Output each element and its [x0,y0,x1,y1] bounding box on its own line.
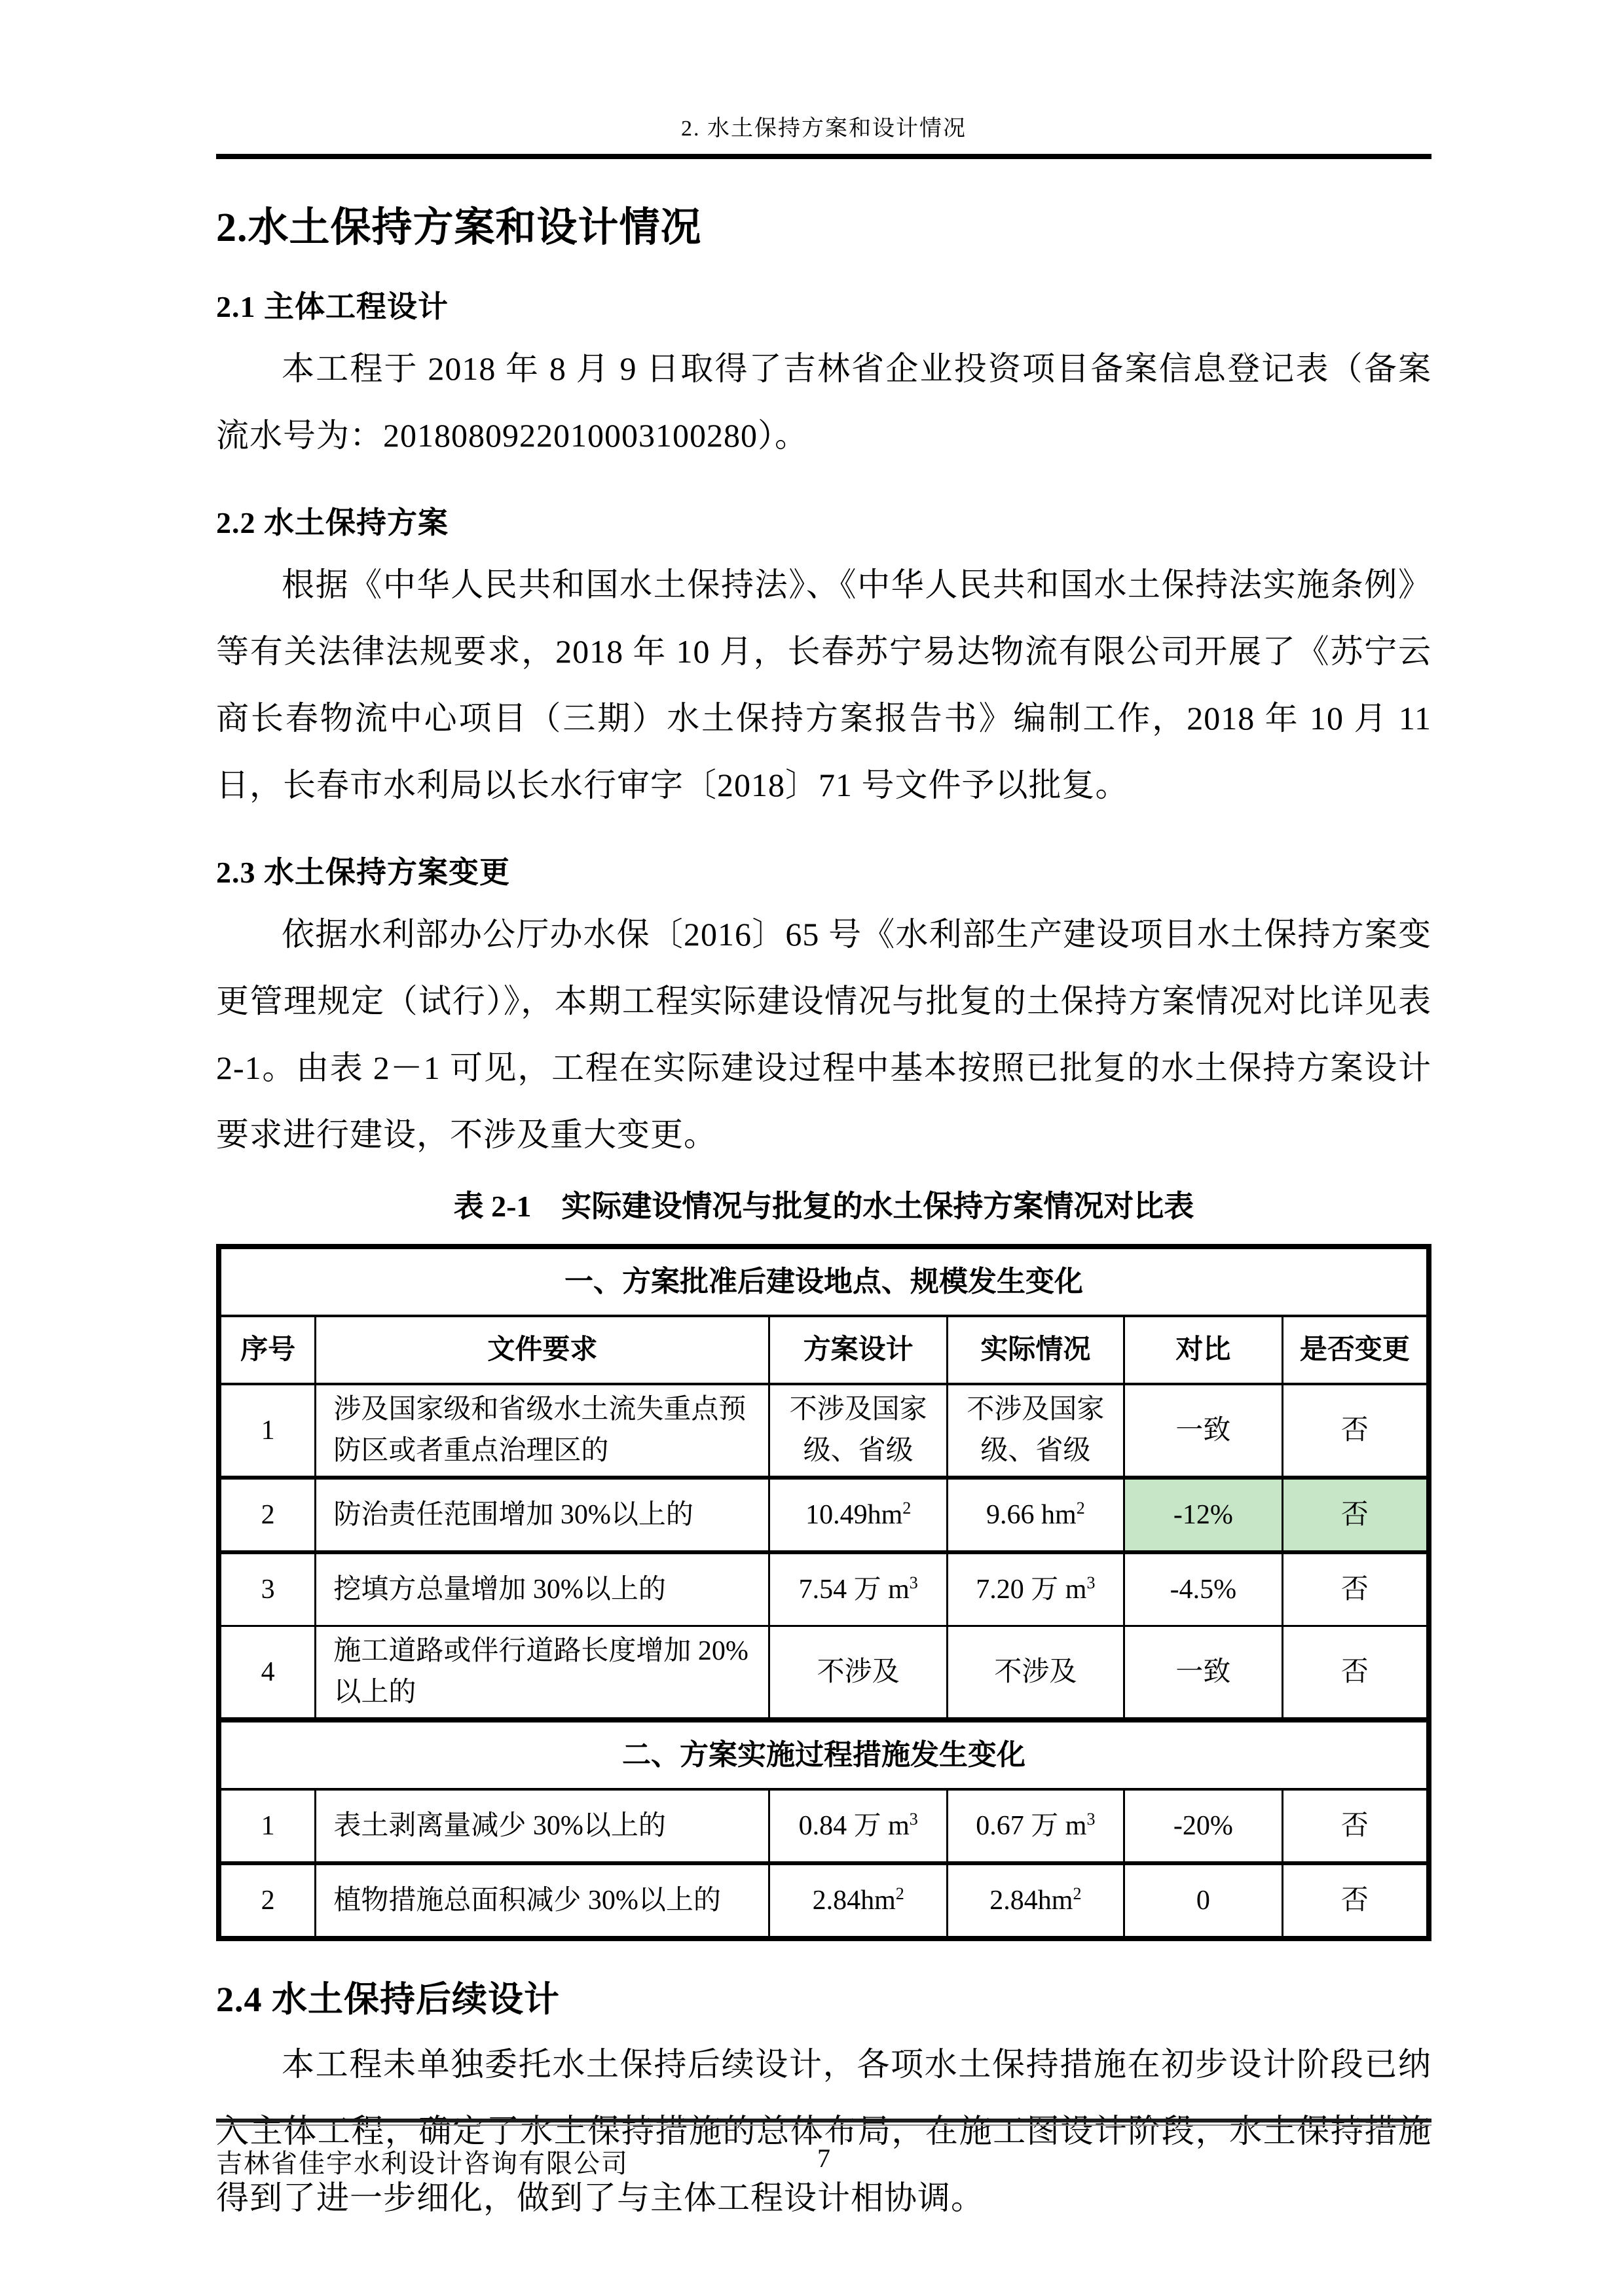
cell-no: 2 [219,1863,316,1939]
cell-compare: 一致 [1124,1384,1282,1478]
table-row [219,1478,1429,1552]
table-row [219,1626,1429,1721]
cell-no: 3 [219,1552,316,1626]
cell-no: 1 [219,1384,316,1478]
footer-rule [216,2119,1431,2126]
table-section-row-2 [219,1720,1429,1789]
cell-no: 2 [219,1478,316,1552]
cell-actual: 7.20 万 $m^3$ [947,1552,1124,1626]
cell-actual: 不涉及 [947,1626,1124,1721]
table-title: 表 2-1 实际建设情况与批复的水土保持方案情况对比表 [453,1190,1194,1223]
page-content [216,0,1431,2231]
doc-title: 2.水土保持方案和设计情况 [216,206,702,250]
footer-company: 吉林省佳宇水利设计咨询有限公司 [216,2149,629,2178]
cell-design: 不涉及国家级、省级 [769,1384,948,1478]
section-heading-2-1: 2.1 主体工程设计 [216,290,449,323]
cell-compare-highlighted: -12% [1124,1478,1282,1552]
cell-compare: -20% [1124,1789,1282,1863]
paragraph-2-3: 依据水利部办公厅办水保〔2016〕65 号《水利部生产建设项目水土保持方案变更管理规定（试行）》，本期工程实际建设情况与批复的土保持方案情况对比详见表 2-1。由表 2－1 可见，工程在实际建设过程中基本按照已批复的水土保持方案设计要求进行建设，不涉及重大变更。 [216,916,1431,1153]
footer-line [216,2143,1431,2180]
cell-changed: 否 [1282,1789,1429,1863]
table-header-row [219,1316,1429,1384]
paragraph-2-2: 根据《中华人民共和国水土保持法》、《中华人民共和国水土保持法实施条例》等有关法律法规要求，2018 年 10 月，长春苏宁易达物流有限公司开展了《苏宁云商长春物流中心项目（三期）水土保持方案报告书》编制工作，2018 年 10 月 11 日，长春市水利局以长水行审字〔2018〕71 号文件予以批复。 [216,566,1431,803]
cell-no: 4 [219,1626,316,1721]
page-header [216,110,1431,142]
cell-changed: 否 [1282,1863,1429,1939]
cell-actual: 9.66 $hm^2$ [947,1478,1124,1552]
cell-requirement: 挖填方总量增加 30%以上的 [316,1552,769,1626]
section-heading-2-3: 2.3 水土保持方案变更 [216,856,510,889]
col-header-requirement: 文件要求 [316,1316,769,1384]
cell-design: $2.84hm^2$ [769,1863,948,1939]
cell-compare: 一致 [1124,1626,1282,1721]
page-footer [216,2119,1431,2180]
cell-changed: 否 [1282,1384,1429,1478]
cell-no: 1 [219,1789,316,1863]
table-row [219,1552,1429,1626]
header-title: 2. 水土保持方案和设计情况 [681,117,967,141]
cell-design: 7.54 万 $m^3$ [769,1552,948,1626]
cell-actual: 不涉及国家级、省级 [947,1384,1124,1478]
cell-requirement: 涉及国家级和省级水土流失重点预防区或者重点治理区的 [316,1384,769,1478]
cell-requirement: 植物措施总面积减少 30%以上的 [316,1863,769,1939]
col-header-actual: 实际情况 [947,1316,1124,1384]
col-header-no: 序号 [219,1316,316,1384]
cell-design: 0.84 万 $m^3$ [769,1789,948,1863]
cell-actual: $2.84hm^2$ [947,1863,1124,1939]
cell-requirement: 施工道路或伴行道路长度增加 20%以上的 [316,1626,769,1721]
cell-design: 不涉及 [769,1626,948,1721]
cell-compare: 0 [1124,1863,1282,1939]
section-heading-2-2: 2.2 水土保持方案 [216,506,449,539]
cell-changed: 否 [1282,1552,1429,1626]
comparison-table [216,1244,1431,1941]
section-heading-2-4: 2.4 水土保持后续设计 [216,1980,560,2019]
table-row [219,1863,1429,1939]
table-section-row-1 [219,1247,1429,1316]
table-row [219,1789,1429,1863]
paragraph-2-1: 本工程于 2018 年 8 月 9 日取得了吉林省企业投资项目备案信息登记表（备案流水号为：2018080922010003100280）。 [216,350,1431,454]
paragraph-2-4: 本工程未单独委托水土保持后续设计，各项水土保持措施在初步设计阶段已纳入主体工程，确定了水土保持措施的总体布局，在施工图设计阶段，水土保持措施得到了进一步细化，做到了与主体工程设计相协调。 [216,2046,1431,2216]
footer-page-number: 7 [817,2143,830,2173]
cell-actual: 0.67 万 $m^3$ [947,1789,1124,1863]
section-1-label: 一、方案批准后建设地点、规模发生变化 [219,1247,1429,1316]
cell-design: $10.49hm^2$ [769,1478,948,1552]
col-header-changed: 是否变更 [1282,1316,1429,1384]
header-rule [216,154,1431,159]
section-2-label: 二、方案实施过程措施发生变化 [219,1720,1429,1789]
cell-changed-highlighted: 否 [1282,1478,1429,1552]
cell-requirement: 表土剥离量减少 30%以上的 [316,1789,769,1863]
cell-compare: -4.5% [1124,1552,1282,1626]
cell-changed: 否 [1282,1626,1429,1721]
col-header-compare: 对比 [1124,1316,1282,1384]
table-row [219,1384,1429,1478]
col-header-design: 方案设计 [769,1316,948,1384]
cell-requirement: 防治责任范围增加 30%以上的 [316,1478,769,1552]
